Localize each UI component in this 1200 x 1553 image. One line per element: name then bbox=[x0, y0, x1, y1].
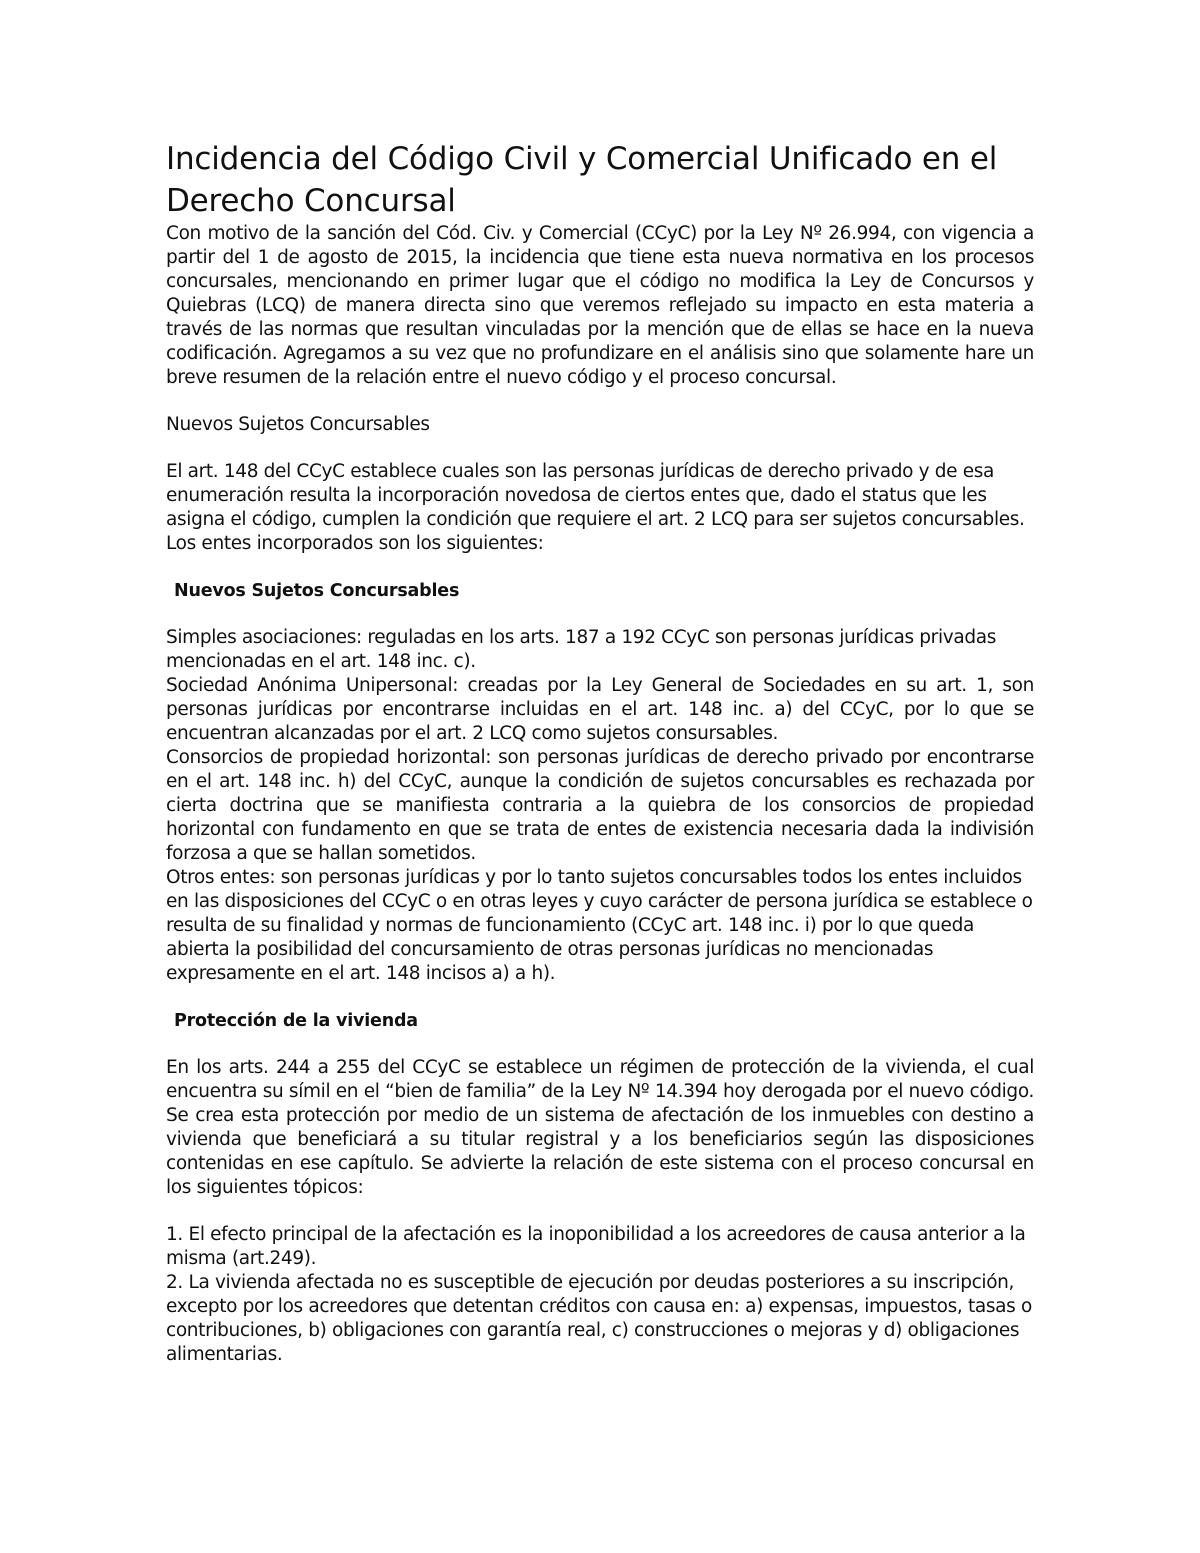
list-item: 2. La vivienda afectada no es susceptible de ejecución por deudas posteriores a su inscripción, excepto por los acreedores que detentan créditos con causa en: a) expensas, impuestos, tasas o contribuciones, b) obligaciones con garantía real, c) construcciones o mejoras y d) obligaciones alimentarias. bbox=[166, 1272, 1032, 1365]
list-item: 1. El efecto principal de la afectación es la inoponibilidad a los acreedores de causa anterior a la misma (art.249). bbox=[166, 1224, 1026, 1269]
subheading-plain: Nuevos Sujetos Concursables bbox=[166, 414, 430, 435]
list-item: Simples asociaciones: reguladas en los arts. 187 a 192 CCyC son personas jurídicas privadas mencionadas en el art. 148 inc. c). bbox=[166, 627, 996, 672]
proteccion-points-list bbox=[166, 1223, 1034, 1367]
list-item: Sociedad Anónima Unipersonal: creadas por la Ley General de Sociedades en su art. 1, son personas jurídicas por encontrarse incluidas en el art. 148 inc. a) del CCyC, por lo que se encuentran alcanzadas por el art. 2 LCQ como sujetos consursables. bbox=[166, 675, 1034, 744]
intro-paragraph: Con motivo de la sanción del Cód. Civ. y Comercial (CCyC) por la Ley Nº 26.994, con vigencia a partir del 1 de agosto de 2015, la incidencia que tiene esta nueva normativa en los procesos concursales, mencionando en primer lugar que el código no modifica la Ley de Concursos y Quiebras (LCQ) de manera directa sino que veremos reflejado su impacto en esta materia a través de las normas que resultan vinculadas por la mención que de ellas se hace en la nueva codificación. Agregamos a su vez que no profundizare en el análisis sino que solamente hare un breve resumen de la relación entre el nuevo código y el proceso concursal. bbox=[166, 223, 1034, 388]
section-heading-nuevos-sujetos: Nuevos Sujetos Concursables bbox=[174, 581, 460, 601]
list-item: Otros entes: son personas jurídicas y por lo tanto sujetos concursables todos los entes incluidos en las disposiciones del CCyC o en otras leyes y cuyo carácter de persona jurídica se establece o resulta de su finalidad y normas de funcionamiento (CCyC art. 148 inc. i) por lo que queda abierta la posibilidad del concursamiento de otras personas jurídicas no mencionadas expresamente en el art. 148 incisos a) a h). bbox=[166, 867, 1033, 984]
section-nuevos-sujetos-list bbox=[166, 626, 1034, 986]
art148-paragraph: El art. 148 del CCyC establece cuales son las personas jurídicas de derecho privado y de esa enumeración resulta la incorporación novedosa de ciertos entes que, dado el status que les asigna el código, cumplen la condición que requiere el art. 2 LCQ para ser sujetos concursables. Los entes incorporados son los siguientes: bbox=[166, 461, 1025, 554]
section-heading-proteccion-vivienda: Protección de la vivienda bbox=[174, 1011, 418, 1031]
document-page bbox=[166, 138, 1034, 1367]
proteccion-vivienda-paragraph: En los arts. 244 a 255 del CCyC se establece un régimen de protección de la vivienda, el cual encuentra su símil en el “bien de familia” de la Ley Nº 14.394 hoy derogada por el nuevo código. Se crea esta protección por medio de un sistema de afectación de los inmuebles con destino a vivienda que beneficiará a su titular registral y a los beneficiarios según las disposiciones contenidas en ese capítulo. Se advierte la relación de este sistema con el proceso concursal en los siguientes tópicos: bbox=[166, 1057, 1034, 1198]
document-title: Incidencia del Código Civil y Comercial Unificado en el Derecho Concursal bbox=[166, 141, 998, 219]
list-item: Consorcios de propiedad horizontal: son personas jurídicas de derecho privado por encontrarse en el art. 148 inc. h) del CCyC, aunque la condición de sujetos concursables es rechazada por cierta doctrina que se manifiesta contraria a la quiebra de los consorcios de propiedad horizontal con fundamento en que se trata de entes de existencia necesaria dada la indivisión forzosa a que se hallan sometidos. bbox=[166, 747, 1034, 864]
